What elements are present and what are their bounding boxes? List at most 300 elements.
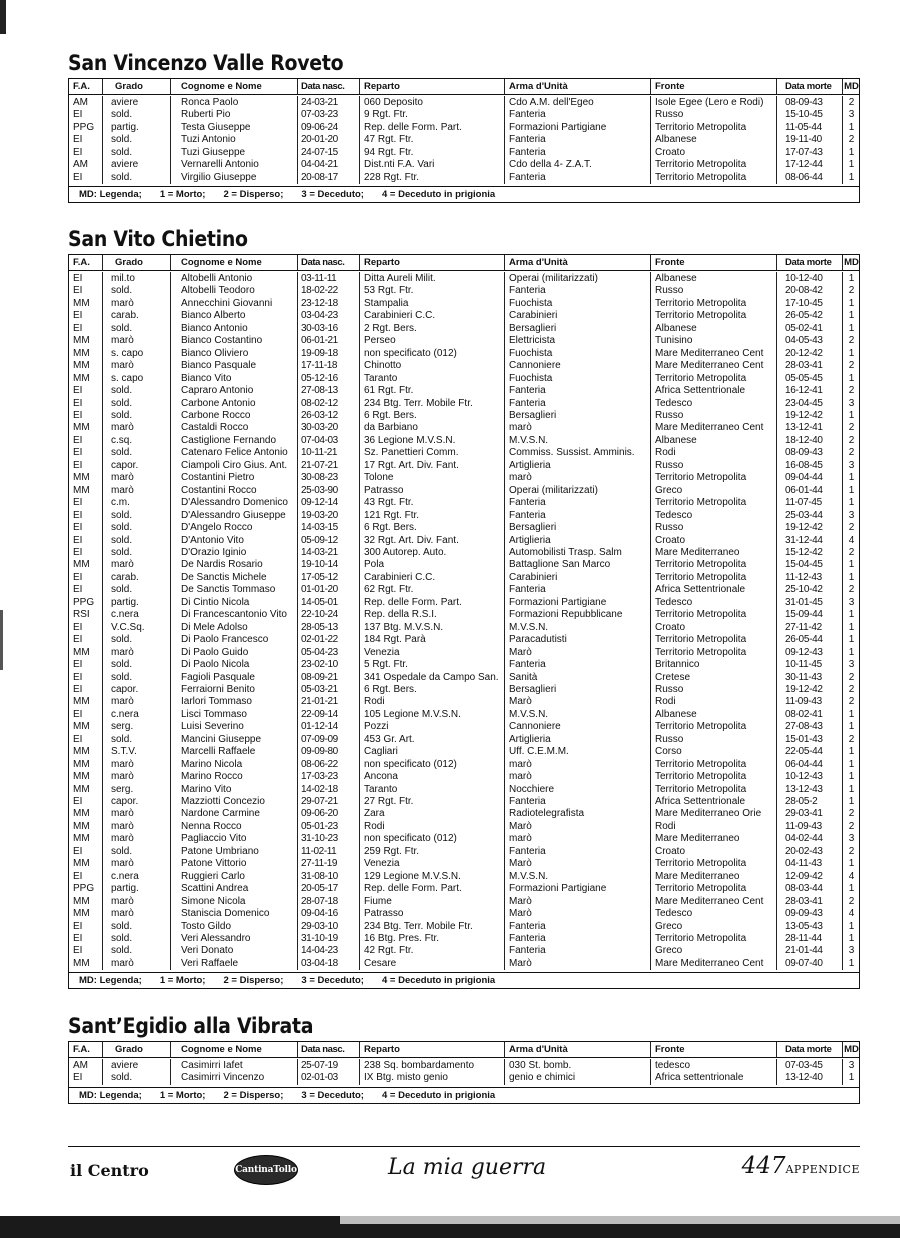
name-cell: Ruberti Pio: [171, 109, 298, 121]
fronte-cell: Territorio Metropolita: [651, 472, 777, 484]
table-row: [69, 1059, 859, 1072]
md-cell: 1: [848, 273, 855, 284]
table-row: [69, 958, 859, 970]
arma-cell: Artiglieria: [505, 535, 651, 547]
death-date-cell: 31-01-45: [777, 597, 843, 609]
birth-date-cell: 25-07-19: [298, 1059, 360, 1072]
name-cell: Di Paolo Francesco: [171, 634, 298, 646]
birth-date-cell: 28-05-13: [298, 622, 360, 634]
death-date-cell: 28-11-44: [777, 933, 843, 945]
md-cell: 1: [848, 646, 855, 658]
fronte-cell: Territorio Metropolita: [651, 373, 777, 385]
death-date-cell: 28-03-41: [777, 896, 843, 908]
name-cell: Ronca Paolo: [171, 96, 298, 109]
name-cell: Castiglione Fernando: [171, 435, 298, 447]
fa-cell: MM: [69, 958, 103, 970]
death-date-cell: 17-12-44: [777, 159, 843, 171]
table-body: [69, 271, 859, 972]
fronte-cell: Territorio Metropolita: [651, 858, 777, 870]
fronte-cell: Greco: [651, 945, 777, 957]
grado-cell: V.C.Sq.: [103, 622, 171, 634]
column-header: F.A.: [69, 1042, 103, 1057]
reparto-cell: Fiume: [360, 896, 505, 908]
death-date-cell: 27-08-43: [777, 721, 843, 733]
grado-cell: marò: [103, 298, 171, 310]
column-header: F.A.: [69, 255, 103, 270]
reparto-cell: 36 Legione M.V.S.N.: [360, 435, 505, 447]
name-cell: Capraro Antonio: [171, 385, 298, 397]
table-row: [69, 134, 859, 146]
fronte-cell: Territorio Metropolita: [651, 883, 777, 895]
death-date-cell: 16-12-41: [777, 385, 843, 397]
birth-date-cell: 28-07-18: [298, 896, 360, 908]
fa-cell: AM: [69, 96, 103, 109]
grado-cell: marò: [103, 759, 171, 771]
death-date-cell: 08-02-41: [777, 709, 843, 721]
grado-cell: capor.: [103, 460, 171, 472]
birth-date-cell: 04-04-21: [298, 159, 360, 171]
name-cell: Mazziotti Concezio: [171, 796, 298, 808]
legend-item: 4 = Deceduto in prigionia: [381, 189, 496, 201]
reparto-cell: Rodi: [360, 696, 505, 708]
grado-cell: sold.: [103, 109, 171, 121]
md-cell: 1: [848, 957, 855, 969]
fronte-cell: Croato: [651, 535, 777, 547]
birth-date-cell: 10-11-21: [298, 447, 360, 459]
md-cell: 1: [848, 771, 855, 783]
table-row: [69, 734, 859, 746]
table-row: [69, 335, 859, 347]
table-body: [69, 1058, 859, 1087]
birth-date-cell: 02-01-22: [298, 634, 360, 646]
md-cell: 3: [848, 1060, 855, 1071]
table-row: [69, 908, 859, 920]
arma-cell: Fanteria: [505, 385, 651, 397]
fa-cell: EI: [69, 659, 103, 671]
death-date-cell: 15-12-42: [777, 547, 843, 559]
fronte-cell: Territorio Metropolita: [651, 572, 777, 584]
fronte-cell: Territorio Metropolita: [651, 647, 777, 659]
legend-item: 3 = Deceduto;: [301, 189, 364, 201]
name-cell: Casimirri Iafet: [171, 1059, 298, 1072]
column-header: Reparto: [360, 255, 505, 270]
death-date-cell: 05-05-45: [777, 373, 843, 385]
arma-cell: Fanteria: [505, 398, 651, 410]
table-row: [69, 422, 859, 434]
death-date-cell: 09-09-43: [777, 908, 843, 920]
name-cell: Bianco Alberto: [171, 310, 298, 322]
name-cell: Fagioli Pasquale: [171, 672, 298, 684]
fronte-cell: Albanese: [651, 134, 777, 146]
birth-date-cell: 01-12-14: [298, 721, 360, 733]
md-cell: 4: [848, 534, 855, 546]
arma-cell: Fuochista: [505, 373, 651, 385]
md-cell: 2: [848, 335, 855, 347]
legend-title: MD: Legenda;: [79, 975, 142, 987]
reparto-cell: Perseo: [360, 335, 505, 347]
md-cell: 4: [848, 870, 855, 882]
name-cell: Di Mele Adolso: [171, 622, 298, 634]
arma-cell: Cdo della 4- Z.A.T.: [505, 159, 651, 171]
grado-cell: aviere: [103, 96, 171, 109]
reparto-cell: Cagliari: [360, 746, 505, 758]
death-date-cell: 05-02-41: [777, 323, 843, 335]
reparto-cell: non specificato (012): [360, 833, 505, 845]
arma-cell: Paracadutisti: [505, 634, 651, 646]
arma-cell: Fanteria: [505, 510, 651, 522]
column-header: Data nasc.: [298, 79, 360, 94]
table-row: [69, 172, 859, 184]
fronte-cell: Tedesco: [651, 510, 777, 522]
fronte-cell: Mare Mediterraneo: [651, 547, 777, 559]
grado-cell: marò: [103, 360, 171, 372]
fronte-cell: Territorio Metropolita: [651, 122, 777, 134]
grado-cell: c.nera: [103, 709, 171, 721]
md-cell: 1: [848, 322, 855, 334]
fronte-cell: Tunisino: [651, 335, 777, 347]
column-header: Arma d'Unità: [505, 255, 651, 270]
arma-cell: Operai (militarizzati): [505, 272, 651, 285]
page-number-block: [742, 1153, 860, 1179]
table-row: [69, 310, 859, 322]
fa-cell: EI: [69, 447, 103, 459]
reparto-cell: 060 Deposito: [360, 96, 505, 109]
name-cell: Tosto Gildo: [171, 921, 298, 933]
arma-cell: Automobilisti Trasp. Salm: [505, 547, 651, 559]
fronte-cell: Croato: [651, 622, 777, 634]
death-date-cell: 15-01-43: [777, 734, 843, 746]
name-cell: Ciampoli Ciro Gius. Ant.: [171, 460, 298, 472]
name-cell: Nardone Carmine: [171, 808, 298, 820]
fa-cell: EI: [69, 709, 103, 721]
fronte-cell: Tedesco: [651, 908, 777, 920]
arma-cell: Carabinieri: [505, 310, 651, 322]
reparto-cell: Venezia: [360, 858, 505, 870]
arma-cell: Marò: [505, 696, 651, 708]
death-date-cell: 09-12-43: [777, 647, 843, 659]
grado-cell: sold.: [103, 634, 171, 646]
reparto-cell: 6 Rgt. Bers.: [360, 684, 505, 696]
table-row: [69, 672, 859, 684]
name-cell: Vernarelli Antonio: [171, 159, 298, 171]
table-row: [69, 921, 859, 933]
column-header: Fronte: [651, 1042, 777, 1057]
reparto-cell: 9 Rgt. Ftr.: [360, 109, 505, 121]
death-date-cell: 04-11-43: [777, 858, 843, 870]
fa-cell: EI: [69, 672, 103, 684]
birth-date-cell: 20-05-17: [298, 883, 360, 895]
arma-cell: Fanteria: [505, 134, 651, 146]
birth-date-cell: 19-03-20: [298, 510, 360, 522]
arma-cell: genio e chimici: [505, 1072, 651, 1084]
column-header: Cognome e Nome: [171, 79, 298, 94]
fronte-cell: Africa Settentrionale: [651, 584, 777, 596]
md-cell: 1: [848, 559, 855, 571]
section-title: San Vito Chietino: [68, 227, 248, 251]
md-cell: 1: [848, 746, 855, 758]
md-cell: 1: [848, 621, 855, 633]
fa-cell: MM: [69, 896, 103, 908]
fa-cell: EI: [69, 796, 103, 808]
death-date-cell: 10-12-40: [777, 272, 843, 285]
table-header: [69, 1042, 859, 1058]
name-cell: Lisci Tommaso: [171, 709, 298, 721]
arma-cell: M.V.S.N.: [505, 709, 651, 721]
reparto-cell: Ditta Aureli Milit.: [360, 272, 505, 285]
grado-cell: sold.: [103, 410, 171, 422]
table-body: [69, 95, 859, 186]
reparto-cell: 27 Rgt. Ftr.: [360, 796, 505, 808]
table-row: [69, 285, 859, 297]
arma-cell: Artiglieria: [505, 460, 651, 472]
fronte-cell: Britannico: [651, 659, 777, 671]
name-cell: Iarlori Tommaso: [171, 696, 298, 708]
md-cell: 2: [848, 434, 855, 446]
birth-date-cell: 03-11-11: [298, 272, 360, 285]
table-row: [69, 584, 859, 596]
fronte-cell: Africa Settentrionale: [651, 796, 777, 808]
birth-date-cell: 14-05-01: [298, 597, 360, 609]
arma-cell: Marò: [505, 958, 651, 970]
grado-cell: partig.: [103, 597, 171, 609]
fa-cell: PPG: [69, 883, 103, 895]
birth-date-cell: 08-09-21: [298, 672, 360, 684]
fa-cell: EI: [69, 547, 103, 559]
md-cell: 2: [848, 134, 855, 146]
section-santegidio-alla-vibrata: [68, 1013, 860, 1104]
table-row: [69, 572, 859, 584]
table-row: [69, 609, 859, 621]
arma-cell: 030 St. bomb.: [505, 1059, 651, 1072]
fa-cell: MM: [69, 472, 103, 484]
death-date-cell: 13-05-43: [777, 921, 843, 933]
fronte-cell: Territorio Metropolita: [651, 609, 777, 621]
grado-cell: marò: [103, 896, 171, 908]
birth-date-cell: 05-01-23: [298, 821, 360, 833]
table-row: [69, 833, 859, 845]
md-cell: 3: [848, 659, 855, 671]
reparto-cell: 53 Rgt. Ftr.: [360, 285, 505, 297]
name-cell: D'Orazio Iginio: [171, 547, 298, 559]
fronte-cell: Tedesco: [651, 398, 777, 410]
grado-cell: sold.: [103, 522, 171, 534]
md-cell: 2: [848, 845, 855, 857]
birth-date-cell: 25-03-90: [298, 485, 360, 497]
fronte-cell: Territorio Metropolita: [651, 634, 777, 646]
arma-cell: Uff. C.E.M.M.: [505, 746, 651, 758]
legend-bar: [69, 186, 859, 202]
md-cell: 1: [848, 310, 855, 322]
arma-cell: Cannoniere: [505, 360, 651, 372]
death-date-cell: 16-08-45: [777, 460, 843, 472]
reparto-cell: 259 Rgt. Ftr.: [360, 846, 505, 858]
death-date-cell: 20-02-43: [777, 846, 843, 858]
table-row: [69, 796, 859, 808]
reparto-cell: 42 Rgt. Ftr.: [360, 945, 505, 957]
scan-edge-mark: [0, 610, 3, 670]
fa-cell: MM: [69, 373, 103, 385]
md-cell: 1: [848, 571, 855, 583]
grado-cell: sold.: [103, 172, 171, 184]
reparto-cell: 234 Btg. Terr. Mobile Ftr.: [360, 398, 505, 410]
md-cell: 1: [848, 171, 855, 183]
fronte-cell: Greco: [651, 921, 777, 933]
column-header: Arma d'Unità: [505, 79, 651, 94]
grado-cell: c.sq.: [103, 435, 171, 447]
name-cell: Di Francescantonio Vito: [171, 609, 298, 621]
reparto-cell: da Barbiano: [360, 422, 505, 434]
reparto-cell: Rodi: [360, 821, 505, 833]
legend-item: 1 = Morto;: [159, 1089, 206, 1101]
column-header: Grado: [103, 79, 171, 94]
grado-cell: sold.: [103, 134, 171, 146]
fronte-cell: Territorio Metropolita: [651, 559, 777, 571]
reparto-cell: Patrasso: [360, 485, 505, 497]
reparto-cell: 234 Btg. Terr. Mobile Ftr.: [360, 921, 505, 933]
birth-date-cell: 14-03-21: [298, 547, 360, 559]
name-cell: Patone Vittorio: [171, 858, 298, 870]
arma-cell: Bersaglieri: [505, 684, 651, 696]
name-cell: Bianco Antonio: [171, 323, 298, 335]
reparto-cell: 121 Rgt. Ftr.: [360, 510, 505, 522]
grado-cell: s. capo: [103, 373, 171, 385]
fronte-cell: Territorio Metropolita: [651, 771, 777, 783]
birth-date-cell: 08-06-22: [298, 759, 360, 771]
arma-cell: Marò: [505, 896, 651, 908]
md-cell: 2: [848, 671, 855, 683]
name-cell: Altobelli Teodoro: [171, 285, 298, 297]
legend-item: 3 = Deceduto;: [301, 1089, 364, 1101]
name-cell: Altobelli Antonio: [171, 272, 298, 285]
table-row: [69, 933, 859, 945]
fronte-cell: Croato: [651, 147, 777, 159]
appendix-label: APPENDICE: [785, 1163, 860, 1176]
birth-date-cell: 05-09-12: [298, 535, 360, 547]
reparto-cell: 62 Rgt. Ftr.: [360, 584, 505, 596]
name-cell: Bianco Costantino: [171, 335, 298, 347]
arma-cell: Marò: [505, 647, 651, 659]
section-title: San Vincenzo Valle Roveto: [68, 51, 344, 75]
column-header: Data morte: [777, 255, 843, 270]
arma-cell: Bersaglieri: [505, 410, 651, 422]
grado-cell: marò: [103, 422, 171, 434]
fa-cell: MM: [69, 858, 103, 870]
reparto-cell: Carabinieri C.C.: [360, 572, 505, 584]
md-cell: 1: [848, 372, 855, 384]
md-cell: 1: [848, 634, 855, 646]
birth-date-cell: 22-09-14: [298, 709, 360, 721]
fronte-cell: Albanese: [651, 709, 777, 721]
fa-cell: MM: [69, 485, 103, 497]
table-row: [69, 597, 859, 609]
death-date-cell: 31-12-44: [777, 535, 843, 547]
fronte-cell: Territorio Metropolita: [651, 759, 777, 771]
md-cell: 4: [848, 908, 855, 920]
grado-cell: marò: [103, 559, 171, 571]
fronte-cell: Territorio Metropolita: [651, 310, 777, 322]
birth-date-cell: 27-08-13: [298, 385, 360, 397]
birth-date-cell: 07-03-23: [298, 109, 360, 121]
death-date-cell: 10-11-45: [777, 659, 843, 671]
arma-cell: marò: [505, 422, 651, 434]
grado-cell: sold.: [103, 933, 171, 945]
grado-cell: c.nera: [103, 609, 171, 621]
death-date-cell: 18-12-40: [777, 435, 843, 447]
death-date-cell: 19-12-42: [777, 684, 843, 696]
name-cell: Marino Rocco: [171, 771, 298, 783]
fronte-cell: Russo: [651, 410, 777, 422]
md-cell: 3: [848, 945, 855, 957]
birth-date-cell: 14-04-23: [298, 945, 360, 957]
death-date-cell: 17-10-45: [777, 298, 843, 310]
death-date-cell: 08-09-43: [777, 447, 843, 459]
name-cell: Testa Giuseppe: [171, 122, 298, 134]
table-row: [69, 547, 859, 559]
table-row: [69, 272, 859, 285]
birth-date-cell: 09-09-80: [298, 746, 360, 758]
death-date-cell: 09-07-40: [777, 958, 843, 970]
fa-cell: EI: [69, 134, 103, 146]
birth-date-cell: 07-04-03: [298, 435, 360, 447]
grado-cell: carab.: [103, 572, 171, 584]
death-date-cell: 28-05-2: [777, 796, 843, 808]
table-row: [69, 323, 859, 335]
fa-cell: EI: [69, 435, 103, 447]
table-row: [69, 647, 859, 659]
table-row: [69, 460, 859, 472]
birth-date-cell: 09-06-20: [298, 808, 360, 820]
grado-cell: sold.: [103, 535, 171, 547]
birth-date-cell: 17-05-12: [298, 572, 360, 584]
table-row: [69, 522, 859, 534]
md-cell: 2: [848, 895, 855, 907]
arma-cell: Formazioni Partigiane: [505, 597, 651, 609]
death-date-cell: 15-10-45: [777, 109, 843, 121]
table-row: [69, 759, 859, 771]
grado-cell: sold.: [103, 846, 171, 858]
table-row: [69, 945, 859, 957]
arma-cell: Operai (militarizzati): [505, 485, 651, 497]
name-cell: Tuzi Antonio: [171, 134, 298, 146]
arma-cell: M.V.S.N.: [505, 622, 651, 634]
casualty-table: [68, 254, 860, 989]
column-header: Cognome e Nome: [171, 255, 298, 270]
legend-item: 4 = Deceduto in prigionia: [381, 1089, 496, 1101]
fronte-cell: Russo: [651, 522, 777, 534]
name-cell: Costantini Rocco: [171, 485, 298, 497]
name-cell: Virgilio Giuseppe: [171, 172, 298, 184]
md-cell: 3: [848, 833, 855, 845]
table-row: [69, 360, 859, 372]
death-date-cell: 15-04-45: [777, 559, 843, 571]
md-cell: 3: [848, 509, 855, 521]
md-cell: 2: [848, 546, 855, 558]
arma-cell: Marò: [505, 908, 651, 920]
table-row: [69, 435, 859, 447]
arma-cell: Bersaglieri: [505, 522, 651, 534]
death-date-cell: 23-04-45: [777, 398, 843, 410]
arma-cell: Marò: [505, 858, 651, 870]
fa-cell: MM: [69, 833, 103, 845]
series-title: La mia guerra: [388, 1155, 547, 1180]
md-cell: 2: [848, 683, 855, 695]
fa-cell: EI: [69, 933, 103, 945]
name-cell: Tuzi Giuseppe: [171, 147, 298, 159]
name-cell: Bianco Oliviero: [171, 348, 298, 360]
fronte-cell: Greco: [651, 485, 777, 497]
reparto-cell: non specificato (012): [360, 759, 505, 771]
fronte-cell: Mare Mediterraneo Orie: [651, 808, 777, 820]
